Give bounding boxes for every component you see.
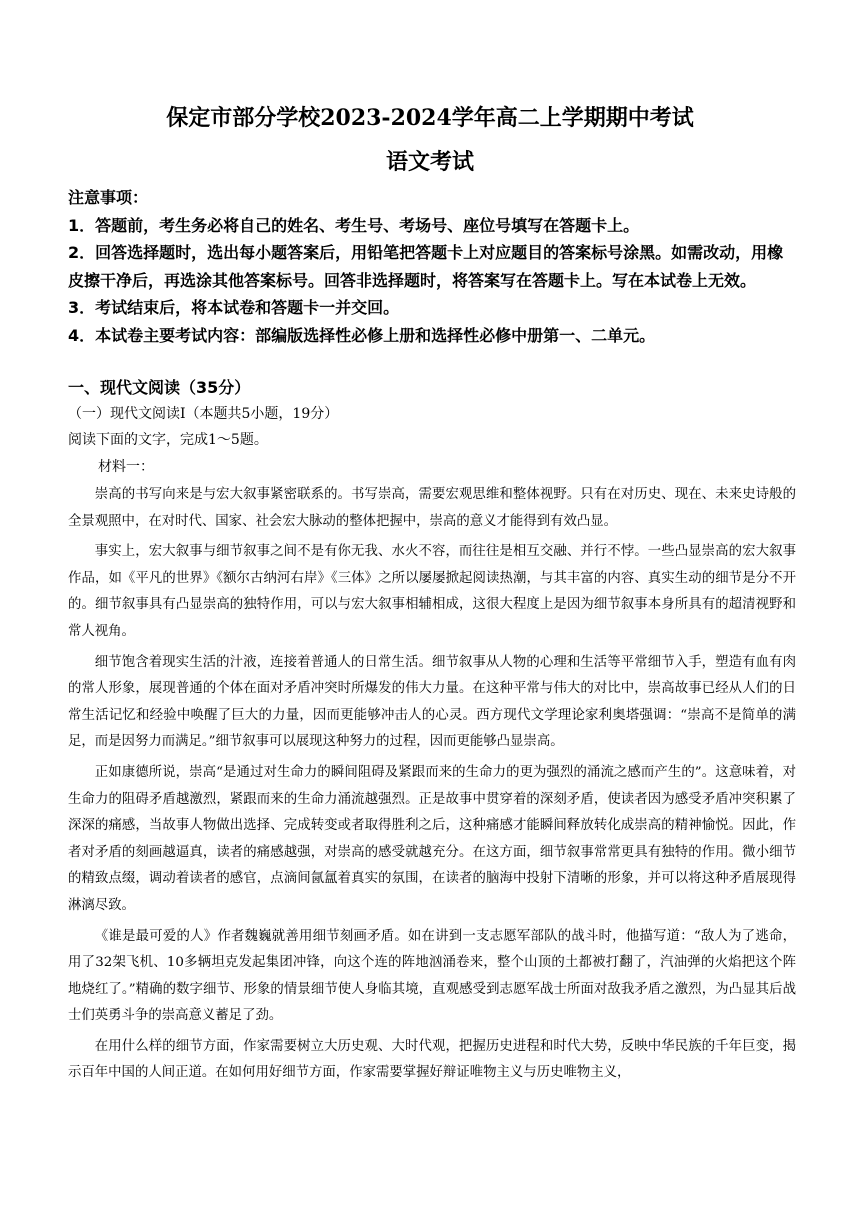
exam-title: 保定市部分学校2023-2024学年高二上学期期中考试 <box>166 105 694 131</box>
passage-paragraph: 细节饱含着现实生活的汁液，连接着普通人的日常生活。细节叙事从人物的心理和生活等平常细节入手，塑造有血有肉的常人形象，展现普通的个体在面对矛盾冲突时所爆发的伟大力量。在这种平常与伟大的对比中，崇高故事已经从人们的日常生活记忆和经验中唤醒了巨大的力量，因而更能够冲击人的心灵。西方现代文学理论家利奥塔强调：“崇高不是简单的满足，而是因努力而满足。”细节叙事可以展现这种努力的过程，因而更能够凸显崇高。 <box>68 654 796 750</box>
passage-body <box>68 482 796 1091</box>
material-label: 材料一： <box>98 459 154 475</box>
exam-subject: 语文考试 <box>385 149 474 175</box>
note-item-4: 4．本试卷主要考试内容：部编版选择性必修上册和选择性必修中册第一、二单元。 <box>68 325 656 345</box>
passage-paragraph: 事实上，宏大叙事与细节叙事之间不是有你无我、水火不容，而往往是相互交融、并行不悖。一些凸显崇高的宏大叙事作品，如《平凡的世界》《额尔古纳河右岸》《三体》之所以屡屡掀起阅读热潮，与其丰富的内容、真实生动的细节是分不开的。细节叙事具有凸显崇高的独特作用，可以与宏大叙事相辅相成，这很大程度上是因为细节叙事本身所具有的超清视野和常人视角。 <box>68 544 796 639</box>
section-heading: 一、现代文阅读（35分） <box>68 378 251 397</box>
note-item-2: 2．回答选择题时，选出每小题答案后，用铅笔把答题卡上对应题目的答案标号涂黑。如需改动，用橡皮擦干净后，再选涂其他答案标号。回答非选择题时，将答案写在答题卡上。写在本试卷上无效。 <box>68 243 784 290</box>
reading-instruction: 阅读下面的文字，完成1～5题。 <box>68 432 268 448</box>
notes-heading: 注意事项： <box>68 188 149 207</box>
note-item-1: 1．答题前，考生务必将自己的姓名、考生号、考场号、座位号填写在答题卡上。 <box>68 215 640 235</box>
passage-paragraph: 正如康德所说，崇高“是通过对生命力的瞬间阻碍及紧跟而来的生命力的更为强烈的涌流之感而产生的”。这意味着，对生命力的阻碍矛盾越激烈，紧跟而来的生命力涌流越强烈。正是故事中贯穿着的深刻矛盾，使读者因为感受矛盾冲突积累了深深的痛感，当故事人物做出选择、完成转变或者取得胜利之后，这种痛感才能瞬间释放转化成崇高的精神愉悦。因此，作者对矛盾的刻画越逼真，读者的痛感越强，对崇高的感受就越充分。在这方面，细节叙事常常更具有独特的作用。微小细节的精致点缀，调动着读者的感官，点滴间氤氲着真实的氛围，在读者的脑海中投射下清晰的形象，并可以将这种矛盾展现得淋漓尽致。 <box>68 764 796 913</box>
passage-paragraph: 《谁是最可爱的人》作者魏巍就善用细节刻画矛盾。如在讲到一支志愿军部队的战斗时，他描写道：“敌人为了逃命，用了32架飞机、10多辆坦克发起集团冲锋，向这个连的阵地汹涌卷来，整个山顶的土都被打翻了，汽油弹的火焰把这个阵地烧红了。”精确的数字细节、形象的情景细节使人身临其境，直观感受到志愿军战士所面对敌我矛盾之激烈，为凸显其后战士们英勇斗争的崇高意义蓄足了劲。 <box>68 928 796 1024</box>
note-item-3: 3．考试结束后，将本试卷和答题卡一并交回。 <box>68 298 400 317</box>
passage-paragraph: 崇高的书写向来是与宏大叙事紧密联系的。书写崇高，需要宏观思维和整体视野。只有在对历史、现在、未来史诗般的全景观照中，在对时代、国家、社会宏大脉动的整体把握中，崇高的意义才能得到有效凸显。 <box>68 487 796 529</box>
notes-block <box>68 184 798 349</box>
section-subheading: （一）现代文阅读I（本题共5小题，19分） <box>68 406 339 422</box>
passage-paragraph: 在用什么样的细节方面，作家需要树立大历史观、大时代观，把握历史进程和时代大势，反映中华民族的千年巨变，揭示百年中国的人间正道。在如何用好细节方面，作家需要掌握好辩证唯物主义与历史唯物主义， <box>68 1038 796 1081</box>
